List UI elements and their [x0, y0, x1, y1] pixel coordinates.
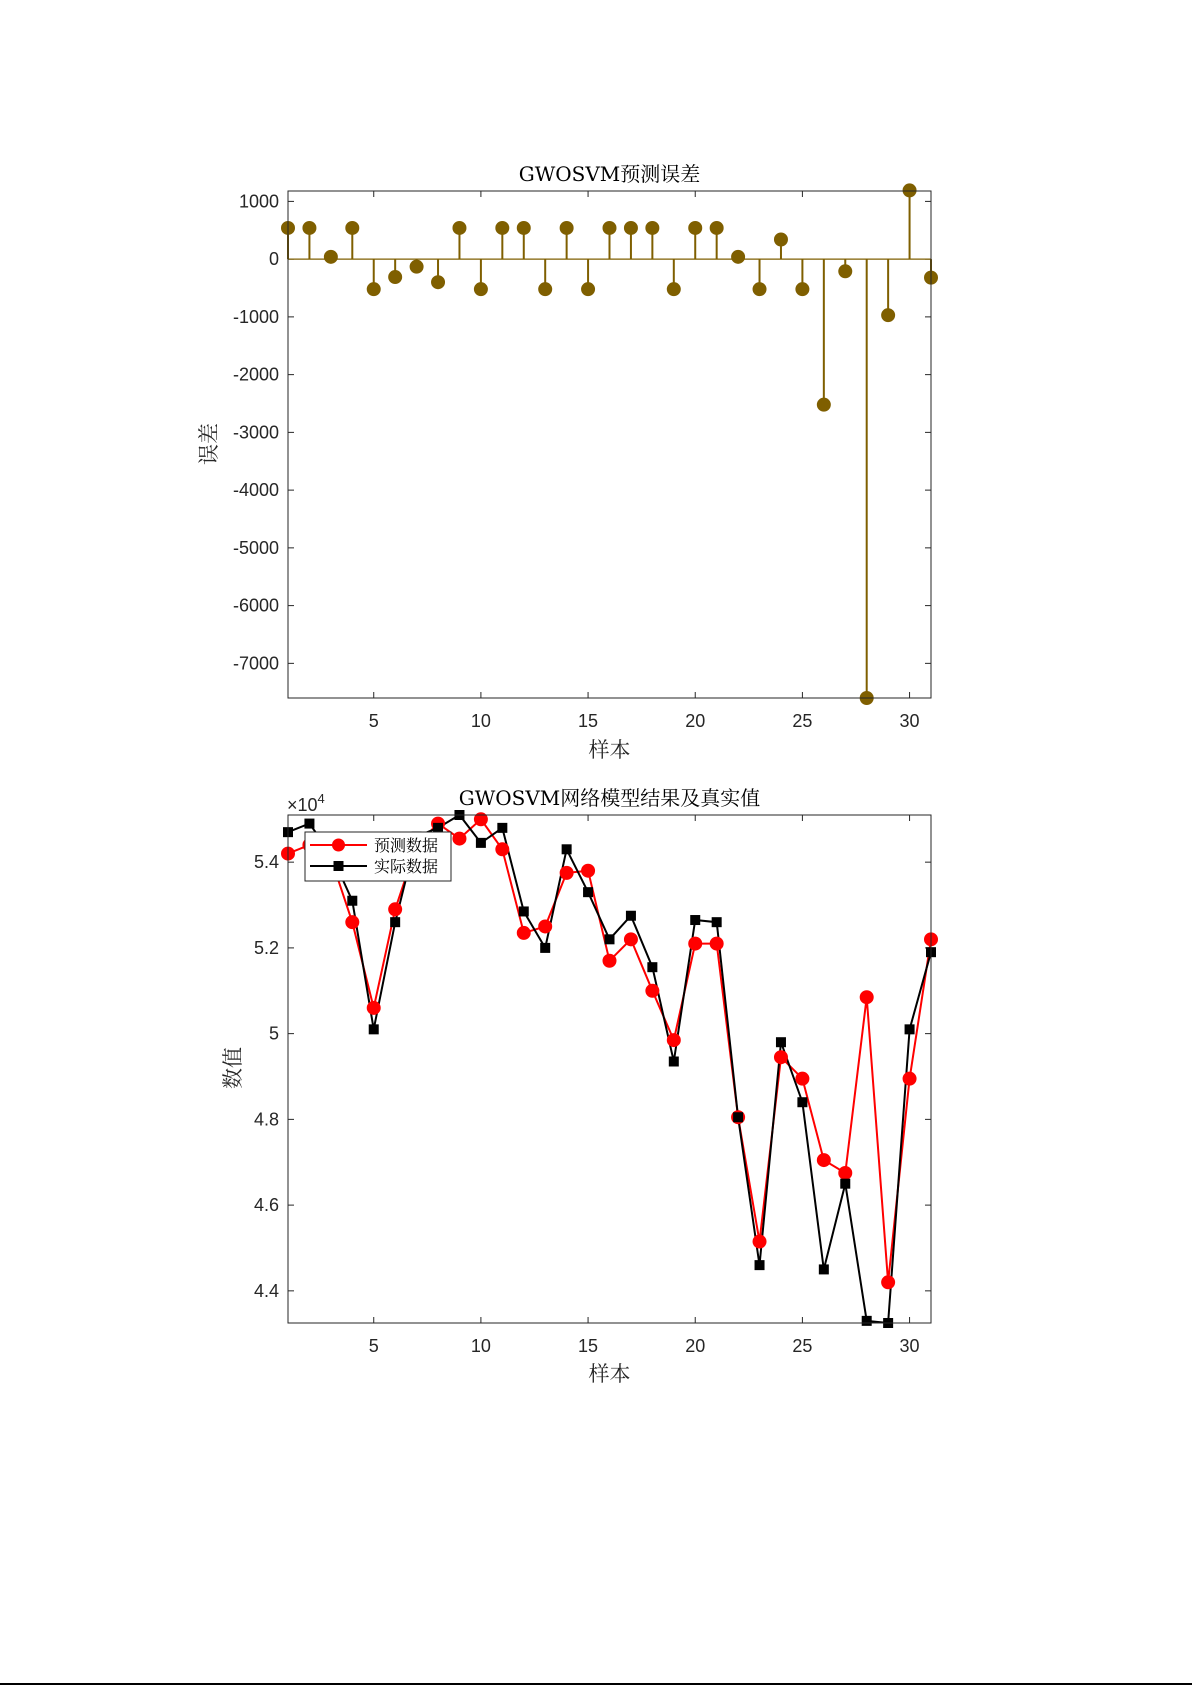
predicted-point: [453, 832, 466, 845]
error-stem-chart: [197, 162, 938, 762]
actual-point: [304, 819, 314, 829]
predicted-point: [903, 1072, 916, 1085]
stem-marker: [389, 271, 402, 284]
predicted-point: [667, 1034, 680, 1047]
stem-marker: [624, 221, 637, 234]
y-tick-label: 4.8: [253, 1109, 279, 1130]
chart-title: GWOSVM预测误差: [518, 162, 701, 186]
x-tick-label: 30: [899, 711, 920, 731]
x-tick-label: 25: [792, 1336, 813, 1356]
predicted-point: [624, 933, 637, 946]
predicted-point: [389, 903, 402, 916]
actual-point: [562, 844, 572, 854]
legend-marker-predicted: [332, 839, 345, 852]
actual-point: [347, 896, 357, 906]
stem-marker: [367, 283, 380, 296]
predicted-point: [539, 920, 552, 933]
y-tick-label: -3000: [232, 422, 279, 443]
x-tick-label: 5: [368, 711, 379, 731]
stem-marker: [839, 265, 852, 278]
actual-point: [433, 823, 443, 833]
legend: [305, 832, 451, 881]
predicted-point: [367, 1001, 380, 1014]
actual-point: [690, 915, 700, 925]
y-tick-label: -5000: [232, 537, 279, 558]
stem-marker: [603, 221, 616, 234]
actual-point: [647, 962, 657, 972]
actual-point: [476, 838, 486, 848]
stem-marker: [646, 221, 659, 234]
actual-point: [583, 887, 593, 897]
stem-marker: [817, 398, 830, 411]
legend-label-predicted: 预测数据: [374, 836, 439, 855]
actual-point: [755, 1260, 765, 1270]
x-tick-label: 10: [470, 1336, 491, 1356]
x-tick-label: 20: [685, 711, 706, 731]
predicted-point: [689, 937, 702, 950]
actual-point: [712, 917, 722, 927]
x-tick-label: 10: [470, 711, 491, 731]
stem-marker: [432, 276, 445, 289]
predicted-point: [882, 1276, 895, 1289]
x-axis-label: 样本: [588, 1362, 631, 1386]
y-tick-label: 4.4: [253, 1280, 279, 1301]
stem-marker: [303, 221, 316, 234]
stem-marker: [324, 250, 337, 263]
y-tick-label: -2000: [232, 364, 279, 385]
stem-marker: [689, 221, 702, 234]
stem-marker: [453, 221, 466, 234]
stem-marker: [903, 184, 916, 197]
predicted-point: [817, 1154, 830, 1167]
y-tick-label: 5: [268, 1023, 279, 1044]
predicted-point: [646, 984, 659, 997]
actual-point: [519, 906, 529, 916]
x-tick-label: 15: [578, 711, 599, 731]
prediction-line-chart: [221, 786, 938, 1386]
actual-point: [819, 1264, 829, 1274]
predicted-point: [860, 991, 873, 1004]
stem-marker: [496, 221, 509, 234]
predicted-point: [560, 866, 573, 879]
y-tick-label: -4000: [232, 480, 279, 501]
y-tick-label: 0: [268, 249, 279, 270]
stem-marker: [882, 309, 895, 322]
predicted-point: [796, 1072, 809, 1085]
x-tick-label: 20: [685, 1336, 706, 1356]
stem-marker: [732, 250, 745, 263]
x-axis-label: 样本: [588, 738, 631, 762]
legend-label-actual: 实际数据: [374, 857, 439, 876]
y-axis-label: 数值: [221, 1047, 245, 1089]
actual-point: [776, 1037, 786, 1047]
actual-point: [605, 934, 615, 944]
actual-point: [497, 823, 507, 833]
stem-marker: [539, 283, 552, 296]
stem-marker: [474, 283, 487, 296]
actual-point: [369, 1024, 379, 1034]
predicted-point: [753, 1235, 766, 1248]
stem-marker: [796, 283, 809, 296]
actual-point: [390, 917, 400, 927]
actual-point: [733, 1112, 743, 1122]
actual-point: [840, 1179, 850, 1189]
y-tick-label: 5.2: [253, 937, 279, 958]
predicted-point: [603, 954, 616, 967]
actual-point: [905, 1024, 915, 1034]
y-axis-label: 误差: [197, 423, 221, 465]
stem-marker: [517, 221, 530, 234]
stem-marker: [582, 283, 595, 296]
actual-point: [540, 943, 550, 953]
predicted-point: [517, 926, 530, 939]
actual-point: [862, 1316, 872, 1326]
x-tick-label: 15: [578, 1336, 599, 1356]
stem-marker: [410, 260, 423, 273]
x-tick-label: 25: [792, 711, 813, 731]
actual-point: [797, 1097, 807, 1107]
predicted-point: [774, 1051, 787, 1064]
actual-point: [669, 1056, 679, 1066]
stem-marker: [667, 283, 680, 296]
x-tick-label: 30: [899, 1336, 920, 1356]
y-tick-label: 5.4: [253, 852, 279, 873]
stem-marker: [710, 221, 723, 234]
stem-marker: [753, 283, 766, 296]
plot-area: [288, 815, 931, 1323]
y-exponent-label: $\times 10^4$: [287, 791, 325, 815]
chart-title: GWOSVM网络模型结果及真实值: [458, 786, 761, 810]
legend-marker-actual: [334, 861, 344, 871]
plot-area: [288, 191, 931, 698]
y-tick-label: 1000: [238, 191, 279, 212]
stem-marker: [560, 221, 573, 234]
y-tick-label: 4.6: [253, 1195, 279, 1216]
predicted-point: [710, 937, 723, 950]
predicted-point: [496, 843, 509, 856]
stem-marker: [774, 233, 787, 246]
predicted-point: [839, 1166, 852, 1179]
stem-marker: [346, 221, 359, 234]
actual-point: [626, 911, 636, 921]
y-tick-label: -6000: [232, 595, 279, 616]
y-tick-label: -7000: [232, 653, 279, 674]
y-tick-label: -1000: [232, 306, 279, 327]
x-tick-label: 5: [368, 1336, 379, 1356]
predicted-point: [582, 864, 595, 877]
predicted-point: [346, 916, 359, 929]
